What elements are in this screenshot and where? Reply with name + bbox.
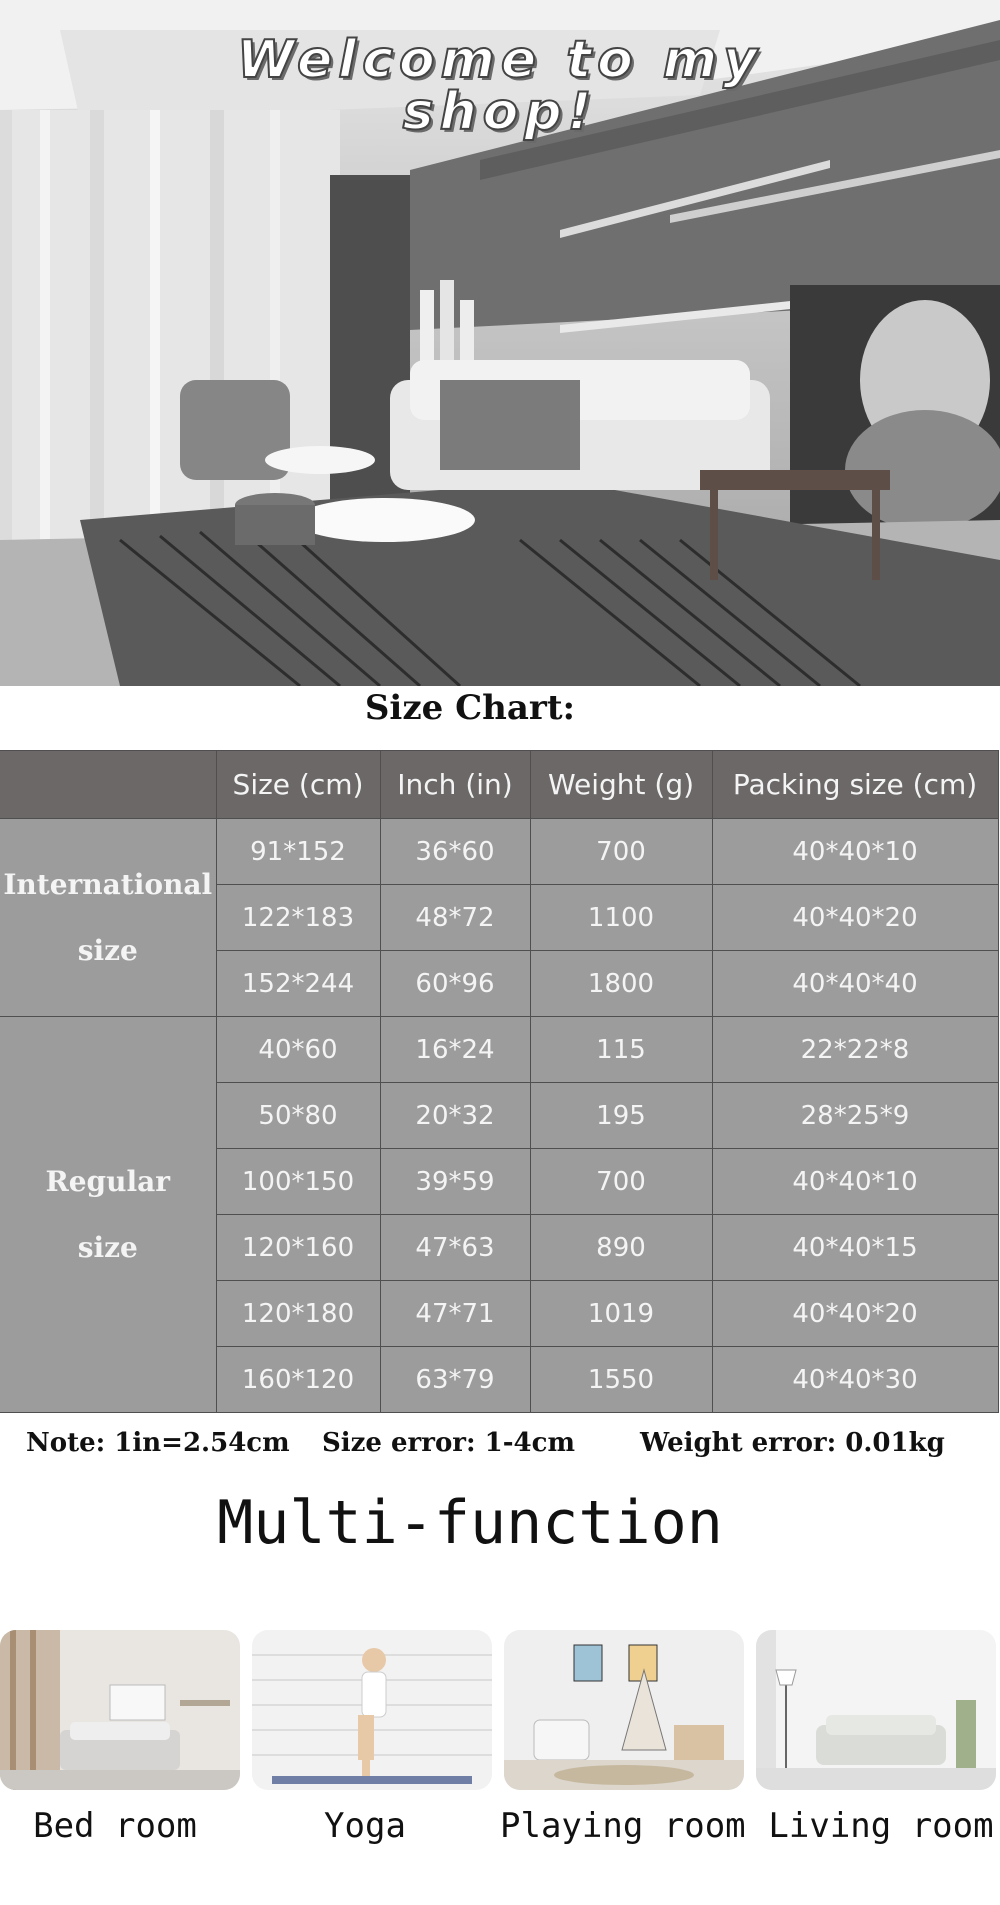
table-cell: 890 xyxy=(530,1215,712,1281)
table-cell: 195 xyxy=(530,1083,712,1149)
table-header-row xyxy=(0,751,998,819)
table-cell: 40*40*40 xyxy=(712,951,998,1017)
header-cell-inch: Inch (in) xyxy=(380,751,530,819)
table-cell: 47*71 xyxy=(380,1281,530,1347)
group-label-international xyxy=(0,819,216,1017)
note-weight-error: Weight error: 0.01kg xyxy=(640,1428,945,1458)
hero-title-line-2: shop! xyxy=(402,82,598,142)
room-photo-living-room xyxy=(756,1630,996,1790)
table-cell: 39*59 xyxy=(380,1149,530,1215)
table-cell: 160*120 xyxy=(216,1347,380,1413)
table-cell: 48*72 xyxy=(380,885,530,951)
header-cell-blank xyxy=(0,751,216,819)
table-cell: 36*60 xyxy=(380,819,530,885)
table-cell: 20*32 xyxy=(380,1083,530,1149)
table-cell: 122*183 xyxy=(216,885,380,951)
table-cell: 16*24 xyxy=(380,1017,530,1083)
size-chart-title: Size Chart: xyxy=(364,688,576,728)
table-cell: 100*150 xyxy=(216,1149,380,1215)
table-cell: 1100 xyxy=(530,885,712,951)
group-label-regular xyxy=(0,1017,216,1413)
room-photo-playing-room xyxy=(504,1630,744,1790)
table-cell: 63*79 xyxy=(380,1347,530,1413)
table-cell: 115 xyxy=(530,1017,712,1083)
hero-title-line-1: Welcome to my xyxy=(237,30,763,90)
group-label-line: International xyxy=(3,867,213,901)
header-cell-size-cm: Size (cm) xyxy=(216,751,380,819)
table-cell: 1800 xyxy=(530,951,712,1017)
table-cell: 40*40*10 xyxy=(712,1149,998,1215)
table-cell: 120*160 xyxy=(216,1215,380,1281)
room-label-bedroom: Bed room xyxy=(33,1806,197,1846)
table-cell: 60*96 xyxy=(380,951,530,1017)
note-size-error: Size error: 1-4cm xyxy=(322,1428,575,1458)
multi-function-title: Multi-function xyxy=(217,1488,723,1558)
table-row xyxy=(0,819,998,885)
table-cell: 700 xyxy=(530,1149,712,1215)
room-label-living-room: Living room xyxy=(768,1806,994,1846)
table-cell: 120*180 xyxy=(216,1281,380,1347)
room-photo-yoga xyxy=(252,1630,492,1790)
size-table xyxy=(0,750,999,1413)
note-conversion: Note: 1in=2.54cm xyxy=(26,1428,290,1458)
size-notes xyxy=(0,1428,1000,1464)
table-cell: 91*152 xyxy=(216,819,380,885)
table-cell: 40*40*20 xyxy=(712,885,998,951)
table-cell: 28*25*9 xyxy=(712,1083,998,1149)
hero-banner xyxy=(0,0,1000,686)
table-cell: 40*60 xyxy=(216,1017,380,1083)
table-cell: 40*40*10 xyxy=(712,819,998,885)
table-cell: 22*22*8 xyxy=(712,1017,998,1083)
table-cell: 50*80 xyxy=(216,1083,380,1149)
table-cell: 700 xyxy=(530,819,712,885)
table-cell: 1019 xyxy=(530,1281,712,1347)
header-cell-packing-size: Packing size (cm) xyxy=(712,751,998,819)
table-row xyxy=(0,1017,998,1083)
table-cell: 40*40*30 xyxy=(712,1347,998,1413)
hero-title xyxy=(0,30,1000,142)
table-cell: 40*40*15 xyxy=(712,1215,998,1281)
group-label-line: Regular xyxy=(45,1164,171,1198)
table-cell: 40*40*20 xyxy=(712,1281,998,1347)
table-cell: 47*63 xyxy=(380,1215,530,1281)
room-label-playing-room: Playing room xyxy=(500,1806,746,1846)
room-photo-bedroom xyxy=(0,1630,240,1790)
table-cell: 1550 xyxy=(530,1347,712,1413)
header-cell-weight: Weight (g) xyxy=(530,751,712,819)
group-label-line: size xyxy=(77,1230,138,1264)
room-label-yoga: Yoga xyxy=(324,1806,406,1846)
group-label-line: size xyxy=(77,933,138,967)
table-cell: 152*244 xyxy=(216,951,380,1017)
